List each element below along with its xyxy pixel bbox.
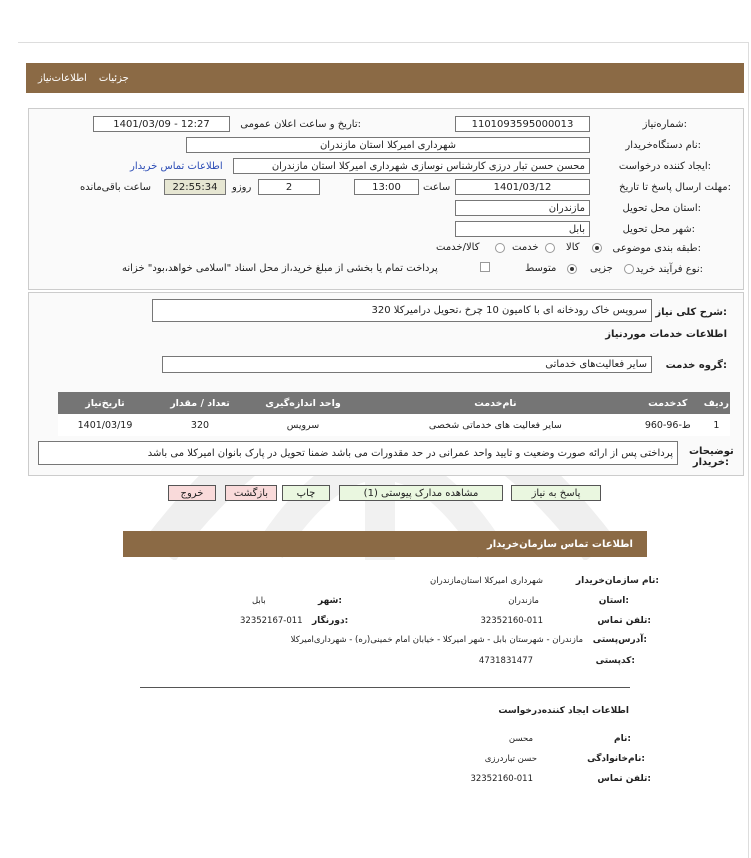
cell-unit: سرویس <box>248 414 358 436</box>
col-row: ردیف <box>703 392 730 414</box>
remaining-time-field: 22:55:34 <box>164 179 226 195</box>
need-number-field: 1101093595000013 <box>455 116 590 132</box>
contact-address-label: آدرس‌پستی: <box>592 635 647 645</box>
back-button[interactable]: بازگشت <box>225 485 277 501</box>
buyer-notes-field: پرداختی پس از ارائه صورت وضعیت و تایید واحد عمرانی در حد مقدورات می باشد ضمنا تحویل در پارک بانوان امیرکلا می باشد <box>38 441 678 465</box>
contact-province-label: استان: <box>598 596 629 606</box>
contact-header: اطلاعات تماس سازمان‌خریدار <box>123 531 647 557</box>
tab-details[interactable]: جزئیات <box>98 72 129 84</box>
contact-postal-label: کدپستی: <box>595 656 635 666</box>
col-name: نام‌خدمت <box>358 392 633 414</box>
category-goods-label: کالا <box>566 242 580 253</box>
province-field: مازندران <box>455 200 590 216</box>
deadline-label: مهلت ارسال پاسخ تا تاریخ: <box>619 182 731 193</box>
category-goods-radio[interactable] <box>592 243 602 253</box>
city-label: شهر محل تحویل: <box>622 224 695 235</box>
creator-phone-label: تلفن تماس: <box>597 774 651 784</box>
province-label: استان محل تحویل: <box>622 203 701 214</box>
contact-divider <box>140 687 630 688</box>
creator-field: محسن حسن تبار درزی کارشناس نوسازی شهرداری امیرکلا استان مازندران <box>233 158 590 174</box>
creator-family-label: نام‌خانوادگی: <box>587 754 645 764</box>
cell-row: 1 <box>703 414 730 436</box>
process-medium-radio[interactable] <box>567 264 577 274</box>
treasury-payment-label: پرداخت تمام یا بخشی از مبلغ خرید،از محل اسناد "اسلامی خواهد،بود" خزانه <box>122 263 438 274</box>
process-minor-radio[interactable] <box>624 264 634 274</box>
process-medium-label: متوسط <box>525 263 557 274</box>
right-divider <box>748 42 749 858</box>
creator-name-value: محسن <box>508 734 533 744</box>
top-divider <box>18 42 748 43</box>
col-code: کدخدمت <box>633 392 703 414</box>
cell-code: ط-96-960 <box>633 414 703 436</box>
deadline-date-field: 1401/03/12 <box>455 179 590 195</box>
creator-name-label: نام: <box>614 734 631 744</box>
process-minor-label: جزیی <box>590 263 613 274</box>
buyer-label: نام دستگاه‌خریدار: <box>625 140 701 151</box>
group-field: سایر فعالیت‌های خدماتی <box>162 356 652 373</box>
contact-org-value: شهرداری امیرکلا استان‌مازندران <box>430 576 543 586</box>
category-both-label: کالا/خدمت <box>436 242 480 253</box>
tab-need-info[interactable]: اطلاعات‌نیاز <box>38 72 87 84</box>
deadline-time-label: ساعت <box>423 182 451 193</box>
process-label: نوع فرآیند خرید: <box>635 264 703 275</box>
deadline-time-field: 13:00 <box>354 179 419 195</box>
remaining-label: ساعت باقی‌مانده <box>80 182 152 193</box>
exit-button[interactable]: خروج <box>168 485 216 501</box>
col-qty: تعداد / مقدار <box>152 392 248 414</box>
announce-field: 1401/03/09 - 12:27 <box>93 116 230 132</box>
days-label: روزو <box>232 182 252 193</box>
buyer-notes-label: توضیحات خریدار: <box>689 446 734 468</box>
announce-label: تاریخ و ساعت اعلان عمومی: <box>240 119 361 130</box>
contact-phone-label: تلفن تماس: <box>597 616 651 626</box>
contact-city-label: شهر: <box>318 596 342 606</box>
table-row <box>58 414 730 436</box>
services-title: اطلاعات خدمات موردنیاز <box>605 329 727 340</box>
buyer-field: شهرداری امیرکلا استان مازندران <box>186 137 590 153</box>
contact-org-label: نام سازمان‌خریدار: <box>575 576 659 586</box>
creator-family-value: حسن تبار‌درزی <box>484 754 537 764</box>
city-field: بابل <box>455 221 590 237</box>
contact-fax-label: دورنگار: <box>312 616 349 626</box>
days-field: 2 <box>258 179 320 195</box>
attachments-button[interactable]: مشاهده مدارک پیوستی (1) <box>339 485 503 501</box>
category-label: طبقه بندی موضوعی: <box>612 243 701 254</box>
summary-label: شرح کلی نیاز: <box>655 307 727 318</box>
creator-section-title: اطلاعات ایجاد کننده‌درخواست <box>498 706 629 716</box>
contact-postal-value: 4731831477 <box>478 656 533 666</box>
group-label: گروه خدمت: <box>665 360 727 371</box>
contact-address-value: مازندران - شهرستان بابل - شهر امیرکلا - خیابان امام خمینی(ره) - شهرداری‌امیرکلا <box>290 635 583 645</box>
category-service-radio[interactable] <box>545 243 555 253</box>
col-date: تاریخ‌نیاز <box>58 392 152 414</box>
treasury-payment-checkbox[interactable] <box>480 262 490 272</box>
contact-city-value: بابل <box>252 596 266 606</box>
need-number-label: شماره‌نیاز: <box>642 119 687 130</box>
creator-label: ایجاد کننده درخواست: <box>618 161 711 172</box>
reply-button[interactable]: پاسخ به نیاز <box>511 485 601 501</box>
contact-phone-value: 32352160-011 <box>480 616 543 626</box>
summary-field: 320 سرویس خاک رودخانه ای با کامیون 10 چرخ ،تحویل درامیرکلا <box>152 299 652 322</box>
contact-fax-value: 32352167-011 <box>240 616 303 626</box>
cell-date: 1401/03/19 <box>58 414 152 436</box>
cell-qty: 320 <box>152 414 248 436</box>
services-table <box>58 392 730 436</box>
category-service-label: خدمت <box>512 242 539 253</box>
contact-province-value: مازندران <box>508 596 539 606</box>
print-button[interactable]: چاپ <box>282 485 330 501</box>
page-header <box>26 63 744 93</box>
cell-name: سایر فعالیت های خدماتی شخصی <box>358 414 633 436</box>
buyer-contact-link[interactable]: اطلاعات تماس خریدار <box>130 161 223 172</box>
creator-phone-value: 32352160-011 <box>470 774 533 784</box>
category-both-radio[interactable] <box>495 243 505 253</box>
col-unit: واحد اندازه‌گیری <box>248 392 358 414</box>
